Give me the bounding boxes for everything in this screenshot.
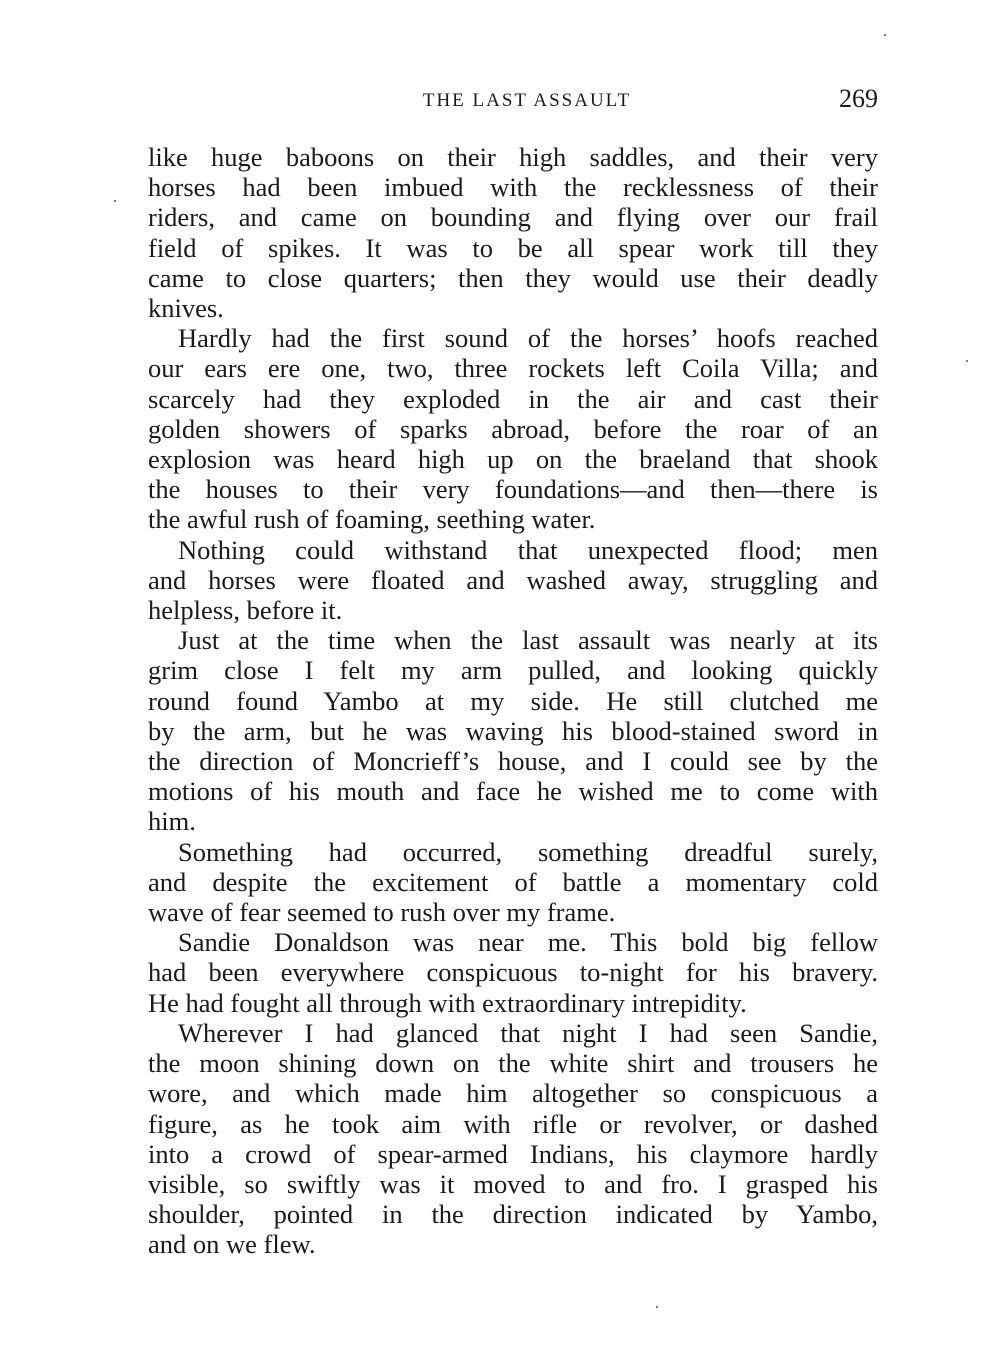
- scan-speck: [656, 1306, 658, 1308]
- text-line: the moon shining down on the white shirt and trousers he: [148, 1048, 878, 1079]
- text-line: explosion was heard high up on the braeland that shook: [148, 444, 878, 475]
- text-line: helpless, before it.: [148, 595, 343, 626]
- text-line: and despite the excitement of battle a momentary cold: [148, 866, 878, 897]
- text-line: like huge baboons on their high saddles, and their very: [148, 142, 878, 172]
- paragraph: [148, 837, 878, 928]
- text-line: riders, and came on bounding and flying over our frail: [148, 202, 878, 233]
- text-line: and horses were floated and washed away, struggling and: [148, 564, 878, 595]
- text-line: horses had been imbued with the recklessness of their: [148, 172, 878, 203]
- paragraph: [148, 142, 878, 323]
- paragraph: [148, 323, 878, 534]
- text-line: motions of his mouth and face he wished me to come with: [148, 776, 878, 807]
- text-line: came to close quarters; then they would use their deadly: [148, 262, 878, 293]
- text-line: wave of fear seemed to rush over my frame.: [148, 897, 616, 928]
- paragraph: [148, 535, 878, 626]
- text-line: round found Yambo at my side. He still clutched me: [148, 685, 878, 716]
- text-line: Hardly had the first sound of the horses’ hoofs reached: [178, 323, 878, 354]
- text-line: had been everywhere conspicuous to-night for his bravery.: [148, 957, 878, 988]
- running-head: THE LAST ASSAULT: [422, 90, 632, 111]
- scan-speck: [114, 200, 116, 202]
- scan-speck: [966, 360, 968, 362]
- text-line: the awful rush of foaming, seething water.: [148, 504, 596, 535]
- text-line: Nothing could withstand that unexpected flood; men: [178, 534, 878, 565]
- paragraph: [148, 1018, 878, 1260]
- text-line: Sandie Donaldson was near me. This bold big fellow: [178, 927, 878, 958]
- scan-speck: [884, 34, 886, 36]
- text-line: He had fought all through with extraordinary intrepidity.: [148, 987, 747, 1018]
- text-line: the houses to their very foundations—and then—there is: [148, 474, 878, 505]
- text-line: and on we flew.: [148, 1229, 316, 1260]
- text-line: grim close I felt my arm pulled, and looking quickly: [148, 655, 878, 686]
- text-line: shoulder, pointed in the direction indicated by Yambo,: [148, 1199, 878, 1230]
- text-line: into a crowd of spear-armed Indians, his claymore hardly: [148, 1138, 878, 1169]
- text-line: scarcely had they exploded in the air and cast their: [148, 383, 878, 414]
- text-line: Something had occurred, something dreadful surely,: [178, 836, 878, 867]
- text-line: field of spikes. It was to be all spear work till they: [148, 232, 878, 263]
- text-line: figure, as he took aim with rifle or revolver, or dashed: [148, 1108, 878, 1139]
- text-line: Just at the time when the last assault was nearly at its: [178, 625, 878, 656]
- text-line: golden showers of sparks abroad, before the roar of an: [148, 413, 878, 444]
- text-line: wore, and which made him altogether so conspicuous a: [148, 1078, 878, 1109]
- text-line: him.: [148, 806, 196, 837]
- text-line: visible, so swiftly was it moved to and fro. I grasped his: [148, 1168, 878, 1199]
- text-line: our ears ere one, two, three rockets left Coila Villa; and: [148, 353, 878, 384]
- text-line: the direction of Moncrieff’s house, and I could see by the: [148, 746, 878, 777]
- text-line: knives.: [148, 293, 224, 324]
- text-line: by the arm, but he was waving his blood-stained sword in: [148, 715, 878, 746]
- paragraph: [148, 927, 878, 1018]
- body-text: [148, 142, 878, 1260]
- text-line: Wherever I had glanced that night I had seen Sandie,: [178, 1017, 878, 1048]
- paragraph: [148, 625, 878, 836]
- page-number: 269: [839, 84, 878, 113]
- page-header: [148, 84, 878, 120]
